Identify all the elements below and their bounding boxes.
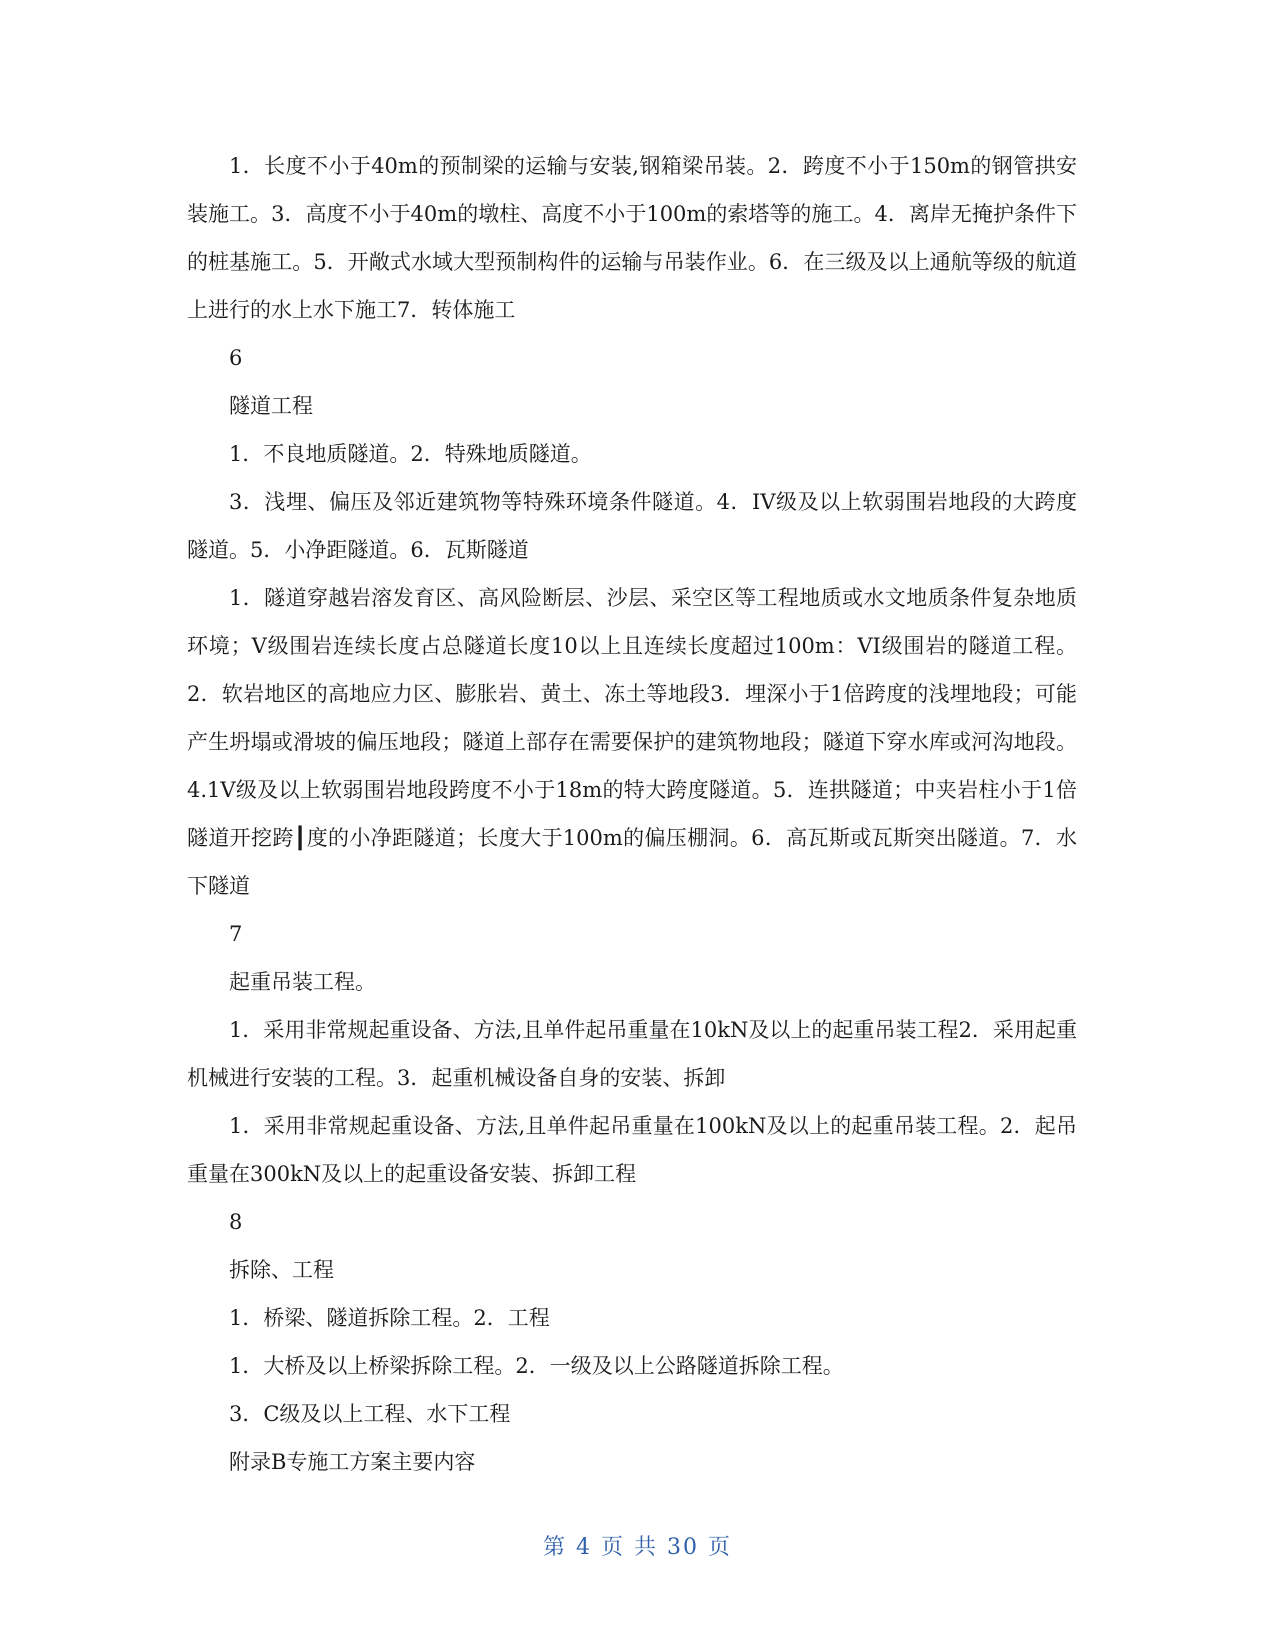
document-body <box>187 142 1077 1486</box>
page-number-text: 第 4 页 共 30 页 <box>543 1535 732 1560</box>
paragraph: 隧道工程 <box>229 394 313 418</box>
page-footer <box>0 1530 1275 1561</box>
paragraph: 1．采用非常规起重设备、方法,且单件起吊重量在10kN及以上的起重吊装工程2．采用起重机械进行安装的工程。3．起重机械设备自身的安装、拆卸 <box>187 1018 1077 1090</box>
paragraph: 起重吊装工程。 <box>229 970 376 994</box>
paragraph: 6 <box>229 346 243 370</box>
paragraph: 8 <box>229 1210 243 1234</box>
paragraph: 3．浅埋、偏压及邻近建筑物等特殊环境条件隧道。4．IV级及以上软弱围岩地段的大跨度隧道。5．小净距隧道。6．瓦斯隧道 <box>187 490 1077 562</box>
paragraph: 1．长度不小于40m的预制梁的运输与安装,钢箱梁吊装。2．跨度不小于150m的钢管拱安装施工。3．高度不小于40m的墩柱、高度不小于100m的索塔等的施工。4．离岸无掩护条件下的桩基施工。5．开敞式水域大型预制构件的运输与吊装作业。6．在三级及以上通航等级的航道上进行的水上水下施工7．转体施工 <box>187 154 1077 322</box>
paragraph: 1．不良地质隧道。2．特殊地质隧道。 <box>229 442 592 466</box>
paragraph: 附录B专施工方案主要内容 <box>229 1450 476 1474</box>
paragraph: 7 <box>229 922 243 946</box>
paragraph: 1．采用非常规起重设备、方法,且单件起吊重量在100kN及以上的起重吊装工程。2．起吊重量在300kN及以上的起重设备安装、拆卸工程 <box>187 1114 1077 1186</box>
paragraph: 1．桥梁、隧道拆除工程。2．工程 <box>229 1306 550 1330</box>
paragraph: 3．C级及以上工程、水下工程 <box>229 1402 511 1426</box>
paragraph: 1．隧道穿越岩溶发育区、高风险断层、沙层、采空区等工程地质或水文地质条件复杂地质环境；V级围岩连续长度占总隧道长度10以上且连续长度超过100m：VI级围岩的隧道工程。2．软岩地区的高地应力区、膨胀岩、黄土、冻土等地段3．埋深小于1倍跨度的浅埋地段；可能产生坍塌或滑坡的偏压地段；隧道上部存在需要保护的建筑物地段；隧道下穿水库或河沟地段。4.1V级及以上软弱围岩地段跨度不小于18m的特大跨度隧道。5．连拱隧道；中夹岩柱小于1倍隧道开挖跨┃度的小净距隧道；长度大于100m的偏压棚洞。6．高瓦斯或瓦斯突出隧道。7．水下隧道 <box>187 586 1077 898</box>
paragraph: 拆除、工程 <box>229 1258 334 1282</box>
paragraph: 1．大桥及以上桥梁拆除工程。2．一级及以上公路隧道拆除工程。 <box>229 1354 844 1378</box>
